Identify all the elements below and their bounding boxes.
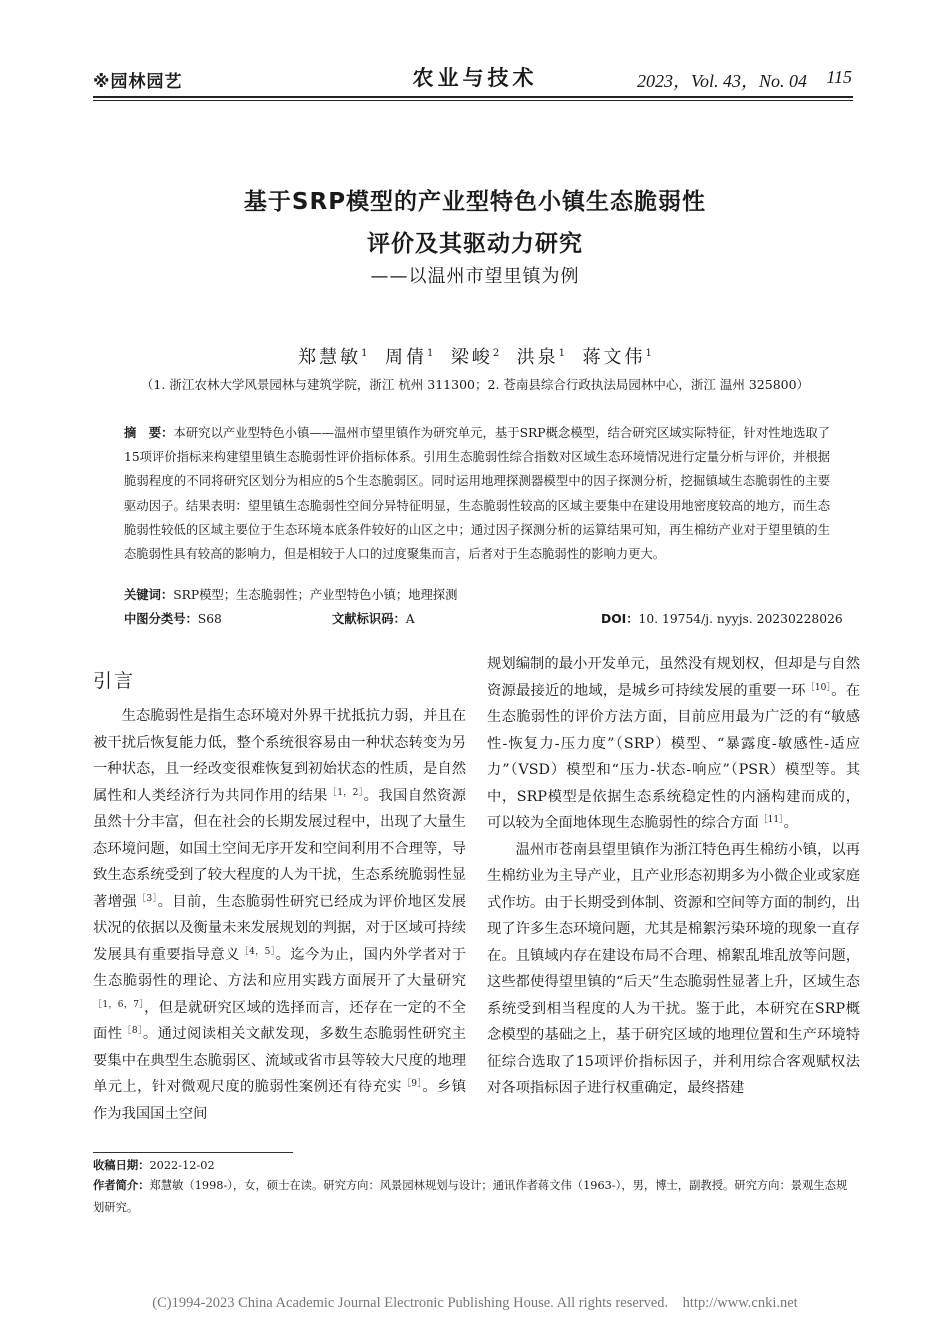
author-aff: 1 (426, 348, 434, 359)
section-heading-intro: 引言 (93, 670, 136, 692)
citation[interactable]: ［1，6，7］ (93, 999, 145, 1010)
author-bio-label: 作者简介： (93, 1179, 150, 1192)
doc-code-label: 文献标识码： (332, 612, 406, 626)
paragraph (487, 651, 860, 837)
author-aff: 2 (492, 348, 500, 359)
article-title-line1: 基于SRP模型的产业型特色小镇生态脆弱性 (243, 189, 707, 215)
text-run: 。目前，生态脆弱性研究已经成为评价地区发展状况的依据以及衡量未来发展规划的判据，对于区域可持续发展具有重要指导意义 (93, 893, 467, 963)
header-rule (93, 96, 853, 98)
text-run: 。我国自然资源虽然十分丰富，但在社会的长期发展过程中，出现了大量生态环境问题，如国土空间无序开发和空间利用不合理等，导致生态系统受到了较大程度的人为干扰，生态系统脆弱性显著增强 (93, 787, 467, 910)
author-list (0, 343, 950, 369)
text-run: 规划编制的最小开发单元，虽然没有规划权，但却是与自然资源最接近的地域，是城乡可持续发展的重要一环 (487, 656, 860, 699)
paragraph: 温州市苍南县望里镇作为浙江特色再生棉纺小镇，以再生棉纺业为主导产业，且产业形态初期多为小微企业或家庭式作坊。由于长期受到体制、资源和空间等方面的制约，出现了许多生态环境问题，尤其是棉絮污染环境的现象一直存在。且镇域内存在建设布局不合理、棉絮乱堆乱放等问题，这些都使得望里镇的“后天”生态脆弱性显著上升，区域生态系统受到相当程度的人为干扰。鉴于此，本研究在SRP概念模型的基础之上，基于研究区域的地理位置和生产环境特征综合选取了15项评价指标因子，并利用综合客观赋权法对各项指标因子进行权重确定，最终搭建 (487, 841, 860, 1096)
body-column-left (93, 703, 466, 1127)
article-subtitle: ——以温州市望里镇为例 (370, 266, 580, 287)
received-value: 2022-12-02 (149, 1159, 215, 1172)
author: 蒋文伟 (582, 347, 646, 368)
clc-label: 中图分类号： (124, 612, 198, 626)
affiliations: （1. 浙江农林大学风景园林与建筑学院，浙江 杭州 311300；2. 苍南县综合行政执法局园林中心，浙江 温州 325800） (140, 377, 810, 392)
abstract (124, 421, 830, 566)
clc-number (124, 609, 222, 627)
article-title-line2: 评价及其驱动力研究 (367, 231, 583, 257)
doi-label: DOI： (601, 612, 639, 626)
journal-name: 农业与技术 (412, 66, 538, 90)
abstract-text: 本研究以产业型特色小镇——温州市望里镇作为研究单元，基于SRP概念模型，结合研究区域实际特征，针对性地选取了15项评价指标来构建望里镇生态脆弱性评价指标体系。引用生态脆弱性综合指数对区域生态环境情况进行定量分析与评价，并根据脆弱程度的不同将研究区划分为相应的5个生态脆弱区。同时运用地理探测器模型中的因子探测分析，挖掘镇域生态脆弱性的主要驱动因子。结果表明：望里镇生态脆弱性空间分异特征明显，生态脆弱性较高的区域主要集中在建设用地密度较高的地方，而生态脆弱性较低的区域主要位于生态环境本底条件较好的山区之中；通过因子探测分析的运算结果可知，再生棉纺产业对于望里镇的生态脆弱性具有较高的影响力，但是相较于人口的过度聚集而言，后者对于生态脆弱性的影响力更大。 (124, 426, 830, 562)
keywords-label: 关键词： (124, 588, 174, 602)
abstract-label: 摘 要： (124, 426, 174, 440)
author-aff: 1 (361, 348, 368, 359)
citation[interactable]: ［11］ (758, 815, 784, 825)
page-number: 115 (826, 67, 852, 87)
citation[interactable]: ［1，2］ (327, 787, 364, 798)
doc-code-value: A (405, 612, 415, 626)
received-label: 收稿日期： (93, 1159, 150, 1172)
text-run: 。迄今为止，国内外学者对于生态脆弱性的理论、方法和应用实践方面展开了大量研究 (93, 946, 467, 989)
citation[interactable]: ［9］ (401, 1079, 423, 1089)
citation[interactable]: ［10］ (805, 682, 832, 693)
paragraph (93, 703, 466, 1127)
received-date (93, 1155, 858, 1177)
text-run: 。在生态脆弱性的评价方法方面，目前应用最为广泛的有“敏感性-恢复力-压力度”（SRP）模型、“暴露度-敏感性-适应力”（VSD）模型和“压力-状态-响应”（PSR）模型等。其中，SRP模型是依据生态系统稳定性的内涵构建而成的，可以较为全面地体现生态脆弱性的综合方面 (487, 682, 861, 831)
text-run: 。通过阅读相关文献发现，多数生态脆弱性研究主要集中在典型生态脆弱区、流域或省市县等较大尺度的地理单元上，针对微观尺度的脆弱性案例还有待充实 (93, 1026, 467, 1095)
citation[interactable]: ［4，5］ (239, 946, 276, 957)
author: 周倩 (384, 347, 427, 368)
keywords (124, 585, 457, 603)
doi-value: 10. 19754/j. nyyjs. 20230228026 (638, 612, 843, 626)
text-run: ，但是就研究区域的选择而言，还存在一定的不全面性 (93, 999, 466, 1042)
text-run: 。 (783, 815, 798, 831)
author-bio-text: 郑慧敏（1998-），女，硕士在读。研究方向：风景园林规划与设计；通讯作者蒋文伟（1963-），男，博士，副教授。研究方向：景观生态规划研究。 (93, 1179, 848, 1214)
keywords-text: SRP模型；生态脆弱性；产业型特色小镇；地理探测 (173, 588, 458, 602)
footnote-rule (93, 1152, 293, 1153)
document-code (332, 609, 415, 627)
clc-value: S68 (197, 612, 222, 626)
copyright-notice: (C)1994-2023 China Academic Journal Electronic Publishing House. All rights reserved. http://www.cnki.net (152, 1295, 798, 1311)
doi (601, 609, 843, 627)
citation[interactable]: ［8］ (122, 1026, 143, 1036)
author-aff: 1 (645, 348, 652, 359)
text-run: 生态脆弱性是指生态环境对外界干扰抵抗力弱，并且在被干扰后恢复能力低，整个系统很容易由一种状态转变为另一种状态，且一经改变很难恢复到初始状态的性质，是自然属性和人类经济行为共同作用的结果 (93, 708, 466, 804)
citation[interactable]: ［3］ (137, 893, 158, 904)
issue-info: 2023，Vol. 43，No. 04 (636, 71, 807, 91)
author: 洪泉 (516, 347, 559, 368)
body-column-right (487, 651, 860, 1102)
author-bio (93, 1175, 858, 1219)
section-label: ※园林园艺 (93, 72, 183, 92)
author: 郑慧敏 (298, 347, 362, 368)
author-aff: 1 (558, 348, 566, 359)
header-rule-thin (93, 100, 853, 101)
author: 梁峻 (450, 347, 493, 368)
text-run: 。乡镇作为我国国土空间 (93, 1079, 467, 1122)
